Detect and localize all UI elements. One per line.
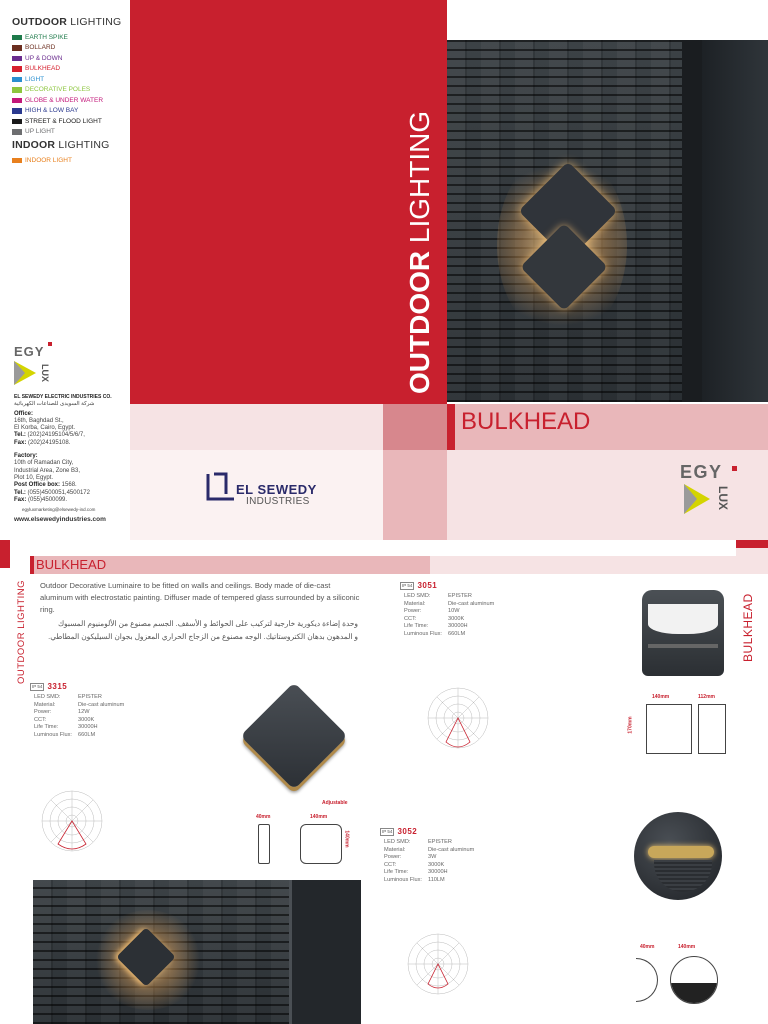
product-3315 bbox=[30, 682, 124, 740]
model-number: 3052 bbox=[397, 827, 418, 836]
photo-wall-edge bbox=[698, 40, 768, 402]
spec-key: Life Time: bbox=[34, 724, 59, 731]
legend-item bbox=[12, 85, 122, 96]
legend-swatch bbox=[12, 158, 22, 164]
elsewedy-sub: INDUSTRIES bbox=[246, 496, 310, 507]
legend-label: BOLLARD bbox=[25, 44, 56, 52]
cover-red-notch bbox=[447, 404, 455, 450]
product-3052 bbox=[380, 827, 474, 885]
dim-side-view bbox=[698, 704, 726, 754]
product-photo-3315 bbox=[234, 676, 354, 796]
dim-front-view bbox=[646, 704, 692, 754]
spec-value: 10W bbox=[448, 608, 460, 615]
cover-pink-block-b bbox=[383, 450, 447, 540]
legend-label: UP & DOWN bbox=[25, 54, 63, 62]
ip-badge: IP 54 bbox=[402, 582, 413, 588]
vertical-title-rest: LIGHTING bbox=[404, 110, 435, 251]
legend-swatch bbox=[12, 35, 22, 41]
dim-depth: 40mm bbox=[256, 814, 271, 820]
product-photo-3051 bbox=[640, 584, 730, 684]
fixture-opening bbox=[648, 604, 718, 634]
spec-key: Luminous Flux: bbox=[34, 731, 72, 738]
spec-row bbox=[34, 732, 124, 740]
spec-row bbox=[404, 601, 494, 609]
right-tab-red bbox=[736, 540, 768, 548]
vertical-title-bold: OUTDOOR bbox=[404, 250, 435, 394]
spec-key: Luminous Flux: bbox=[384, 876, 422, 883]
logo-triangle-icon bbox=[14, 361, 36, 385]
spec-table bbox=[384, 839, 474, 885]
legend-label: UP LIGHT bbox=[25, 128, 55, 136]
office-label: Office: bbox=[14, 410, 34, 417]
model-number: 3315 bbox=[47, 682, 68, 691]
tel-value: (202)24195104/5/6/7, bbox=[25, 432, 85, 439]
pobox-value: 1568. bbox=[60, 482, 77, 489]
dim-height: 170mm bbox=[627, 716, 634, 734]
dims-3051 bbox=[627, 694, 736, 764]
cover-egy-text: EGY bbox=[680, 462, 723, 482]
spec-value: EPISTER bbox=[428, 839, 452, 845]
spec-value: 30000H bbox=[448, 623, 468, 630]
elsewedy-logo bbox=[206, 470, 356, 514]
spec-key: Material: bbox=[34, 701, 56, 708]
spec-row bbox=[384, 839, 474, 847]
fax2-value: (055)4500099. bbox=[26, 496, 68, 503]
tel2-value: (055)4500051,4500172 bbox=[25, 489, 90, 496]
elsewedy-name: EL SEWEDY bbox=[236, 482, 317, 497]
legend-label: INDOOR LIGHT bbox=[25, 156, 72, 164]
dim-width: 140mm bbox=[652, 694, 670, 700]
model-tag bbox=[380, 827, 474, 836]
legend-swatch bbox=[12, 66, 22, 72]
top-red-strip bbox=[130, 0, 383, 40]
tel2-label: Tel.: bbox=[14, 489, 26, 496]
spec-key: Life Time: bbox=[404, 623, 429, 630]
polar-diagram-3315 bbox=[32, 786, 112, 856]
legend-swatch bbox=[12, 45, 22, 51]
spec-value: 3000K bbox=[78, 716, 95, 723]
cover-lux-text: LUX bbox=[716, 486, 730, 510]
spec-key: Life Time: bbox=[384, 869, 409, 876]
legend-swatch bbox=[12, 56, 22, 62]
legend-label: GLOBE & UNDER WATER bbox=[25, 96, 104, 104]
spec-row bbox=[384, 862, 474, 870]
legend-item bbox=[12, 64, 122, 75]
legend-item bbox=[12, 155, 122, 166]
spec-key: CCT: bbox=[34, 716, 47, 723]
description-ar-1: وحدة إضاءة ديكورية خارجية لتركيب على الحوائط و الأسقف. الجسم مصنوع من الألومنيوم المسبوك bbox=[57, 619, 358, 628]
dim-side-view bbox=[636, 958, 658, 1002]
legend-item bbox=[12, 74, 122, 85]
legend-swatch bbox=[12, 77, 22, 83]
tel-label: Tel.: bbox=[14, 432, 26, 439]
legend-item bbox=[12, 95, 122, 106]
spec-value: 3000K bbox=[448, 615, 465, 622]
spec-row bbox=[384, 869, 474, 877]
spec-row bbox=[34, 709, 124, 717]
legend-item bbox=[12, 43, 122, 54]
spec-value: 30000H bbox=[78, 724, 98, 731]
legend-swatch bbox=[12, 98, 22, 104]
inner-title-notch bbox=[30, 556, 34, 574]
legend-outdoor-title: OUTDOOR LIGHTING bbox=[12, 16, 122, 28]
side-label-right: BULKHEAD bbox=[741, 593, 755, 662]
spec-value: 660LM bbox=[448, 630, 466, 637]
legend-label: HIGH & LOW BAY bbox=[25, 107, 79, 115]
model-tag bbox=[30, 682, 124, 691]
spec-row bbox=[404, 593, 494, 601]
legend-item bbox=[12, 53, 122, 64]
polar-diagram-3052 bbox=[398, 928, 478, 1000]
dim-front-view bbox=[670, 956, 718, 1004]
spec-row bbox=[384, 854, 474, 862]
inner-section-title: BULKHEAD bbox=[36, 557, 107, 572]
legend-outdoor-list bbox=[12, 32, 122, 137]
legend-label: DECORATIVE POLES bbox=[25, 86, 91, 94]
company-info bbox=[14, 394, 126, 524]
spec-row bbox=[34, 717, 124, 725]
spec-value: 12W bbox=[78, 709, 90, 716]
dim-height: 140mm bbox=[343, 830, 350, 848]
spec-table bbox=[404, 593, 494, 639]
cover-logo-triangle-icon bbox=[684, 484, 710, 514]
egy-text: EGY bbox=[14, 344, 45, 359]
legend-item bbox=[12, 127, 122, 138]
lux-text: LUX bbox=[40, 364, 50, 382]
spec-value: 3W bbox=[428, 854, 437, 861]
legend-label: STREET & FLOOD LIGHT bbox=[25, 117, 102, 125]
factory-label: Factory: bbox=[14, 453, 38, 460]
diamond-fixture bbox=[240, 682, 347, 789]
spec-value: Die-cast aluminum bbox=[78, 701, 125, 708]
legend-label: EARTH SPIKE bbox=[25, 33, 68, 41]
spec-value: 110LM bbox=[428, 876, 445, 883]
spec-key: Power: bbox=[384, 854, 402, 861]
dims-3315 bbox=[252, 800, 362, 868]
bottom-photo-window bbox=[289, 880, 361, 1024]
spec-value: EPISTER bbox=[448, 593, 472, 599]
company-name-en: EL SEWEDY ELECTRIC INDUSTRIES CO. bbox=[14, 394, 112, 400]
fixture-line bbox=[648, 644, 718, 648]
fax-value: (202)24195108. bbox=[26, 439, 71, 446]
dim-depth: 112mm bbox=[698, 694, 715, 700]
product-3051 bbox=[400, 581, 494, 639]
spec-value: EPISTER bbox=[78, 694, 102, 700]
spec-value: 3000K bbox=[428, 861, 445, 868]
dim-width: 140mm bbox=[310, 814, 328, 820]
email-link[interactable]: egyluxmarketing@elsewedy-ind.com bbox=[22, 507, 96, 513]
legend-swatch bbox=[12, 129, 22, 135]
spec-value: Die-cast aluminum bbox=[428, 846, 475, 853]
spec-key: Luminous Flux: bbox=[404, 630, 442, 637]
legend-panel bbox=[12, 16, 122, 166]
spec-key: Power: bbox=[404, 608, 422, 615]
office-line: 16th, Baghdad St., bbox=[14, 417, 64, 424]
vertical-title bbox=[404, 111, 436, 394]
legend-label: LIGHT bbox=[25, 75, 45, 83]
dims-3052 bbox=[634, 944, 734, 1004]
description-ar-2: و المدهون بدهان الكتروستاتيك. الوجه مصنوع من الزجاج الحراري المعزول بجوان السيليكون المطاطي. bbox=[48, 632, 358, 641]
egylux-logo bbox=[14, 344, 54, 390]
spec-row bbox=[34, 724, 124, 732]
spec-key: LED SMD: bbox=[404, 593, 431, 599]
cover-category-label: BULKHEAD bbox=[461, 408, 591, 435]
product-photo-3052 bbox=[632, 810, 724, 910]
dim-width: 140mm bbox=[678, 944, 696, 950]
legend-label: BULKHEAD bbox=[25, 65, 61, 73]
hero-photo bbox=[447, 40, 768, 402]
spec-key: Power: bbox=[34, 709, 52, 716]
inner-red-tab bbox=[0, 540, 10, 568]
spec-row bbox=[404, 631, 494, 639]
legend-swatch bbox=[12, 87, 22, 93]
red-panel bbox=[130, 40, 383, 404]
model-tag bbox=[400, 581, 494, 590]
spec-row bbox=[404, 616, 494, 624]
legend-indoor-title: INDOOR LIGHTING bbox=[12, 139, 110, 151]
factory-line: Plot 10, Egypt. bbox=[14, 474, 54, 481]
polar-diagram-3051 bbox=[418, 682, 498, 754]
ip-badge: IP 54 bbox=[32, 683, 43, 689]
spec-value: 30000H bbox=[428, 869, 448, 876]
dim-depth: 40mm bbox=[640, 944, 655, 950]
spec-key: Material: bbox=[404, 600, 426, 607]
legend-item bbox=[12, 106, 122, 117]
spec-key: LED SMD: bbox=[384, 839, 411, 845]
office-line: El Korba, Cairo, Egypt. bbox=[14, 425, 76, 432]
spec-key: Material: bbox=[384, 846, 406, 853]
elsewedy-mark-icon bbox=[206, 472, 236, 502]
spec-row bbox=[404, 623, 494, 631]
spec-row bbox=[34, 694, 124, 702]
spec-value: 660LM bbox=[78, 731, 96, 738]
spec-key: CCT: bbox=[404, 615, 417, 622]
description-en: Outdoor Decorative Luminaire to be fitted on walls and ceilings. Body made of die-cast aluminum with electrostatic painting. Diffuser made of tempered glass surrounded by a siliconic ring. bbox=[40, 581, 360, 614]
dim-side-view bbox=[258, 824, 270, 864]
legend-swatch bbox=[12, 119, 22, 125]
spec-table bbox=[34, 694, 124, 740]
inner-title-bar-right bbox=[430, 556, 768, 574]
dim-front-view bbox=[300, 824, 342, 864]
legend-swatch bbox=[12, 108, 22, 114]
legend-item bbox=[12, 32, 122, 43]
legend-indoor-list bbox=[12, 155, 122, 166]
spec-row bbox=[404, 608, 494, 616]
pobox-label: Post Office box: bbox=[14, 482, 61, 489]
bottom-photo bbox=[33, 880, 361, 1024]
fax2-label: Fax: bbox=[14, 496, 27, 503]
factory-line: 10th of Ramadan City, bbox=[14, 460, 74, 467]
spec-key: LED SMD: bbox=[34, 694, 61, 700]
cover-egylux-logo bbox=[680, 462, 740, 522]
spec-row bbox=[384, 877, 474, 885]
model-number: 3051 bbox=[417, 581, 438, 590]
round-fixture-leds bbox=[648, 846, 714, 858]
spec-value: Die-cast aluminum bbox=[448, 600, 495, 607]
spec-row bbox=[34, 702, 124, 710]
spec-key: CCT: bbox=[384, 861, 397, 868]
dim-front-fill bbox=[671, 983, 718, 1004]
factory-line: Industrial Area, Zone B3, bbox=[14, 467, 81, 474]
photo-pillar bbox=[682, 40, 702, 402]
legend-item bbox=[12, 116, 122, 127]
cover-pink-block-a bbox=[383, 404, 447, 450]
cover-logo-dot bbox=[732, 466, 737, 471]
website-link[interactable]: www.elsewedyindustries.com bbox=[14, 516, 106, 524]
logo-dot bbox=[48, 342, 52, 346]
fax-label: Fax: bbox=[14, 439, 27, 446]
ip-badge: IP 54 bbox=[382, 828, 393, 834]
side-label-left: OUTDOOR LIGHTING bbox=[16, 579, 27, 684]
company-name-ar: شركة السويدى للصناعات الكهربائية bbox=[14, 401, 95, 408]
spec-row bbox=[384, 847, 474, 855]
adjustable-label: Adjustable bbox=[322, 800, 348, 806]
